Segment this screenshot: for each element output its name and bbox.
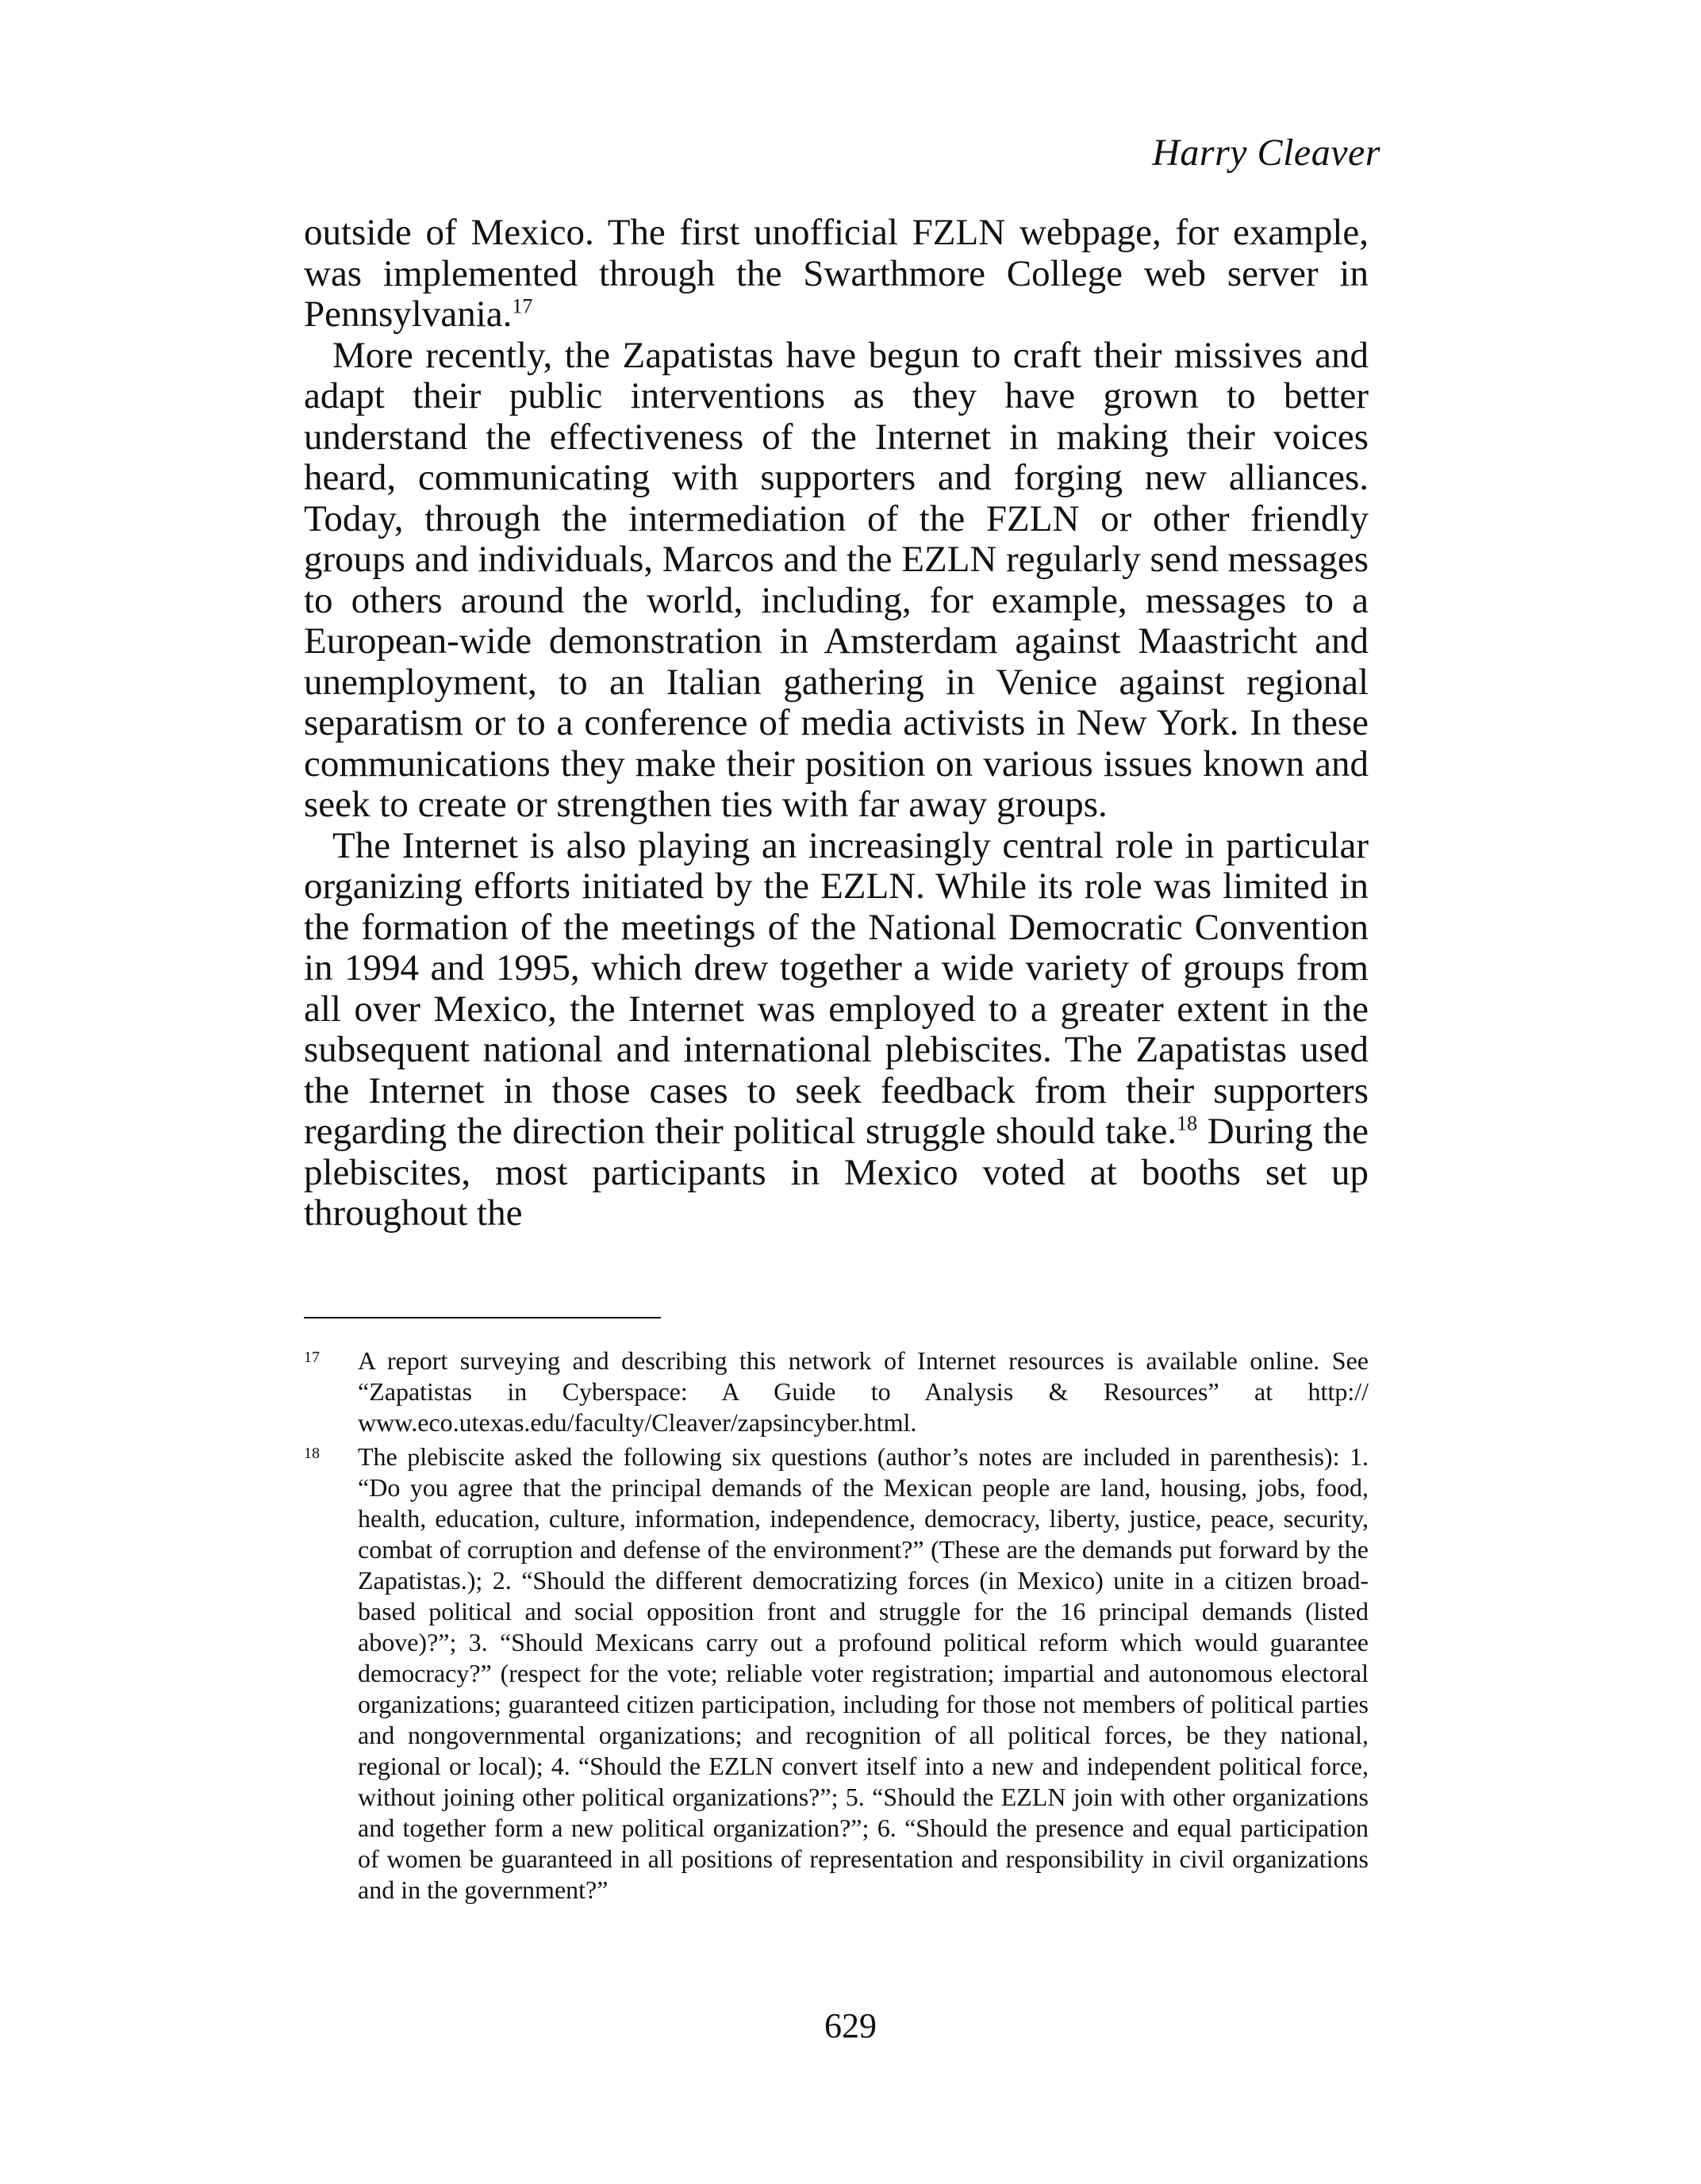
- footnote-ref-17: 17: [512, 294, 533, 318]
- footnote-text: A report surveying and describing this network of Internet resources is available online. See “Zapatistas in Cyberspace: A Guide to Analysis & Resources” at http:// www.eco.utexas.edu/faculty/Cleaver/zapsincyber.html.: [358, 1346, 1369, 1437]
- paragraph-3: [304, 826, 1369, 1234]
- footnote-separator: [304, 1317, 661, 1318]
- running-header: Harry Cleaver: [1152, 132, 1380, 174]
- footnote-17: [304, 1345, 1369, 1438]
- paragraph-2: More recently, the Zapatistas have begun to craft their missives and adapt their public interventions as they have grown to better understand the effectiveness of the Internet in making their voices heard, communicating with supporters and forging new alliances. Today, through the intermediation of the FZLN or other friendly groups and individuals, Marcos and the EZLN regularly send messages to others around the world, including, for example, messages to a European-wide demonstration in Amsterdam against Maastricht and unemployment, to an Italian gathering in Venice against regional separatism or to a conference of media activists in New York. In these communications they make their position on various issues known and seek to create or strengthen ties with far away groups.: [304, 334, 1369, 825]
- footnote-ref-18: 18: [1177, 1111, 1198, 1135]
- main-body-text: [304, 213, 1369, 1234]
- paragraph-1-text: outside of Mexico. The first unofficial FZLN webpage, for example, was implemented through the Swarthmore College web server in Pennsylvania.: [304, 212, 1369, 335]
- footnote-number: 17: [304, 1349, 320, 1366]
- paragraph-1: [304, 213, 1369, 336]
- page-number: 629: [824, 2006, 877, 2045]
- footnote-18: [304, 1441, 1369, 1906]
- paragraph-3-text-a: The Internet is also playing an increasingly central role in particular organizing efforts initiated by the EZLN. While its role was limited in the formation of the meetings of the National Democratic Convention in 1994 and 1995, which drew together a wide variety of groups from all over Mexico, the Internet was employed to a greater extent in the subsequent national and international plebiscites. The Zapatistas used the Internet in those cases to seek feedback from their supporters regarding the direction their political struggle should take.: [304, 824, 1369, 1152]
- paragraph-3-text-b: During the plebiscites, most participants in Mexico voted at booths set up throughout the: [304, 1111, 1369, 1234]
- footnote-number: 18: [304, 1445, 320, 1462]
- footnote-text: The plebiscite asked the following six questions (author’s notes are included in parenthesis): 1. “Do you agree that the principal demands of the Mexican people are land, housing, jobs, food, health, education, culture, information, independence, democracy, liberty, justice, peace, security, combat of corruption and defense of the environment?” (These are the demands put forward by the Zapatistas.); 2. “Should the different democratizing forces (in Mexico) unite in a citizen broad-based political and social opposition front and struggle for the 16 principal demands (listed above)?”; 3. “Should Mexicans carry out a profound political reform which would guarantee democracy?” (respect for the vote; reliable voter registration; impartial and autonomous electoral organizations; guaranteed citizen participation, including for those not members of political parties and nongovernmental organizations; and recognition of all political forces, be they national, regional or local); 4. “Should the EZLN convert itself into a new and independent political force, without joining other political organizations?”; 5. “Should the EZLN join with other organizations and together form a new political organization?”; 6. “Should the presence and equal participation of women be guaranteed in all positions of representation and responsibility in civil organizations and in the government?”: [358, 1442, 1369, 1904]
- footnotes: [304, 1345, 1369, 1909]
